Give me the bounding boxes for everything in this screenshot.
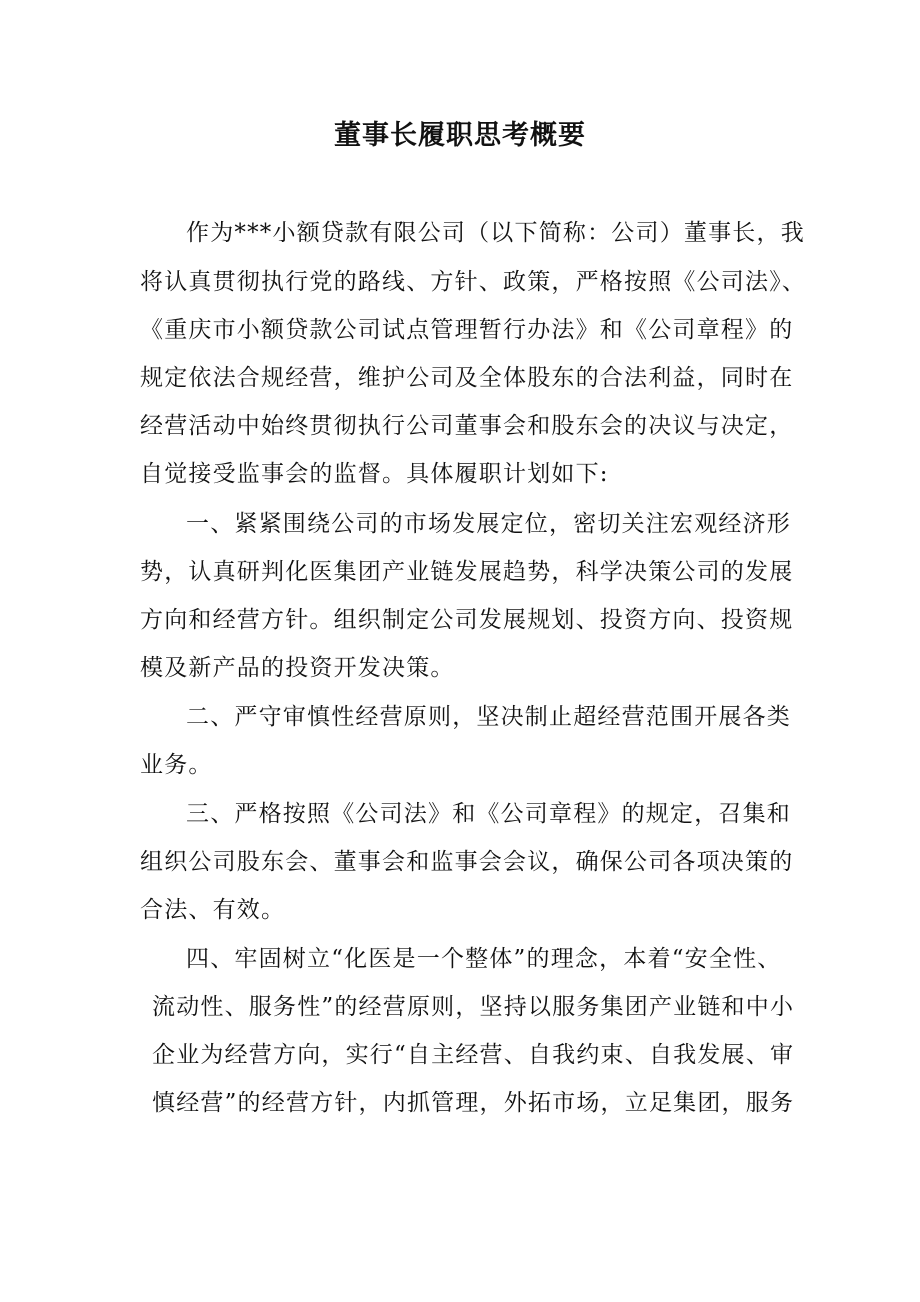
text-line: 经营活动中始终贯彻执行公司董事会和股东会的决议与决定， (140, 413, 794, 439)
text-line: 自觉接受监事会的监督。具体履职计划如下: (140, 461, 609, 487)
text-line: 流动性、服务性”的经营原则，坚持以服务集团产业链和中小 (152, 994, 795, 1020)
document-title: 董事长履职思考概要 (334, 120, 586, 151)
text-line: 业务。 (140, 752, 213, 778)
text-line: 作为***小额贷款有限公司（以下简称：公司）董事长，我 (186, 220, 805, 246)
text-line: 势，认真研判化医集团产业链发展趋势，科学决策公司的发展 (140, 559, 794, 585)
text-line: 合法、有效。 (140, 897, 286, 923)
text-line: 将认真贯彻执行党的路线、方针、政策，严格按照《公司法》、 (140, 269, 807, 295)
text-line: 方向和经营方针。组织制定公司发展规划、投资方向、投资规 (140, 607, 794, 633)
text-line: 组织公司股东会、董事会和监事会会议，确保公司各项决策的 (140, 849, 794, 875)
text-line: 规定依法合规经营，维护公司及全体股东的合法利益，同时在 (140, 365, 794, 391)
text-line: 二、严守审慎性经营原则，坚决制止超经营范围开展各类 (186, 704, 791, 730)
text-line: 《重庆市小额贷款公司试点管理暂行办法》和《公司章程》的 (140, 317, 794, 343)
text-line: 四、牢固树立“化医是一个整体”的理念，本着“安全性、 (186, 946, 782, 972)
text-line: 一、紧紧围绕公司的市场发展定位，密切关注宏观经济形 (186, 511, 791, 537)
text-line: 企业为经营方向，实行“自主经营、自我约束、自我发展、审 (152, 1042, 795, 1068)
text-line: 模及新产品的投资开发决策。 (140, 655, 455, 681)
text-line: 三、严格按照《公司法》和《公司章程》的规定，召集和 (186, 801, 791, 827)
text-line: 慎经营”的经营方针，内抓管理，外拓市场，立足集团，服务 (152, 1090, 795, 1116)
